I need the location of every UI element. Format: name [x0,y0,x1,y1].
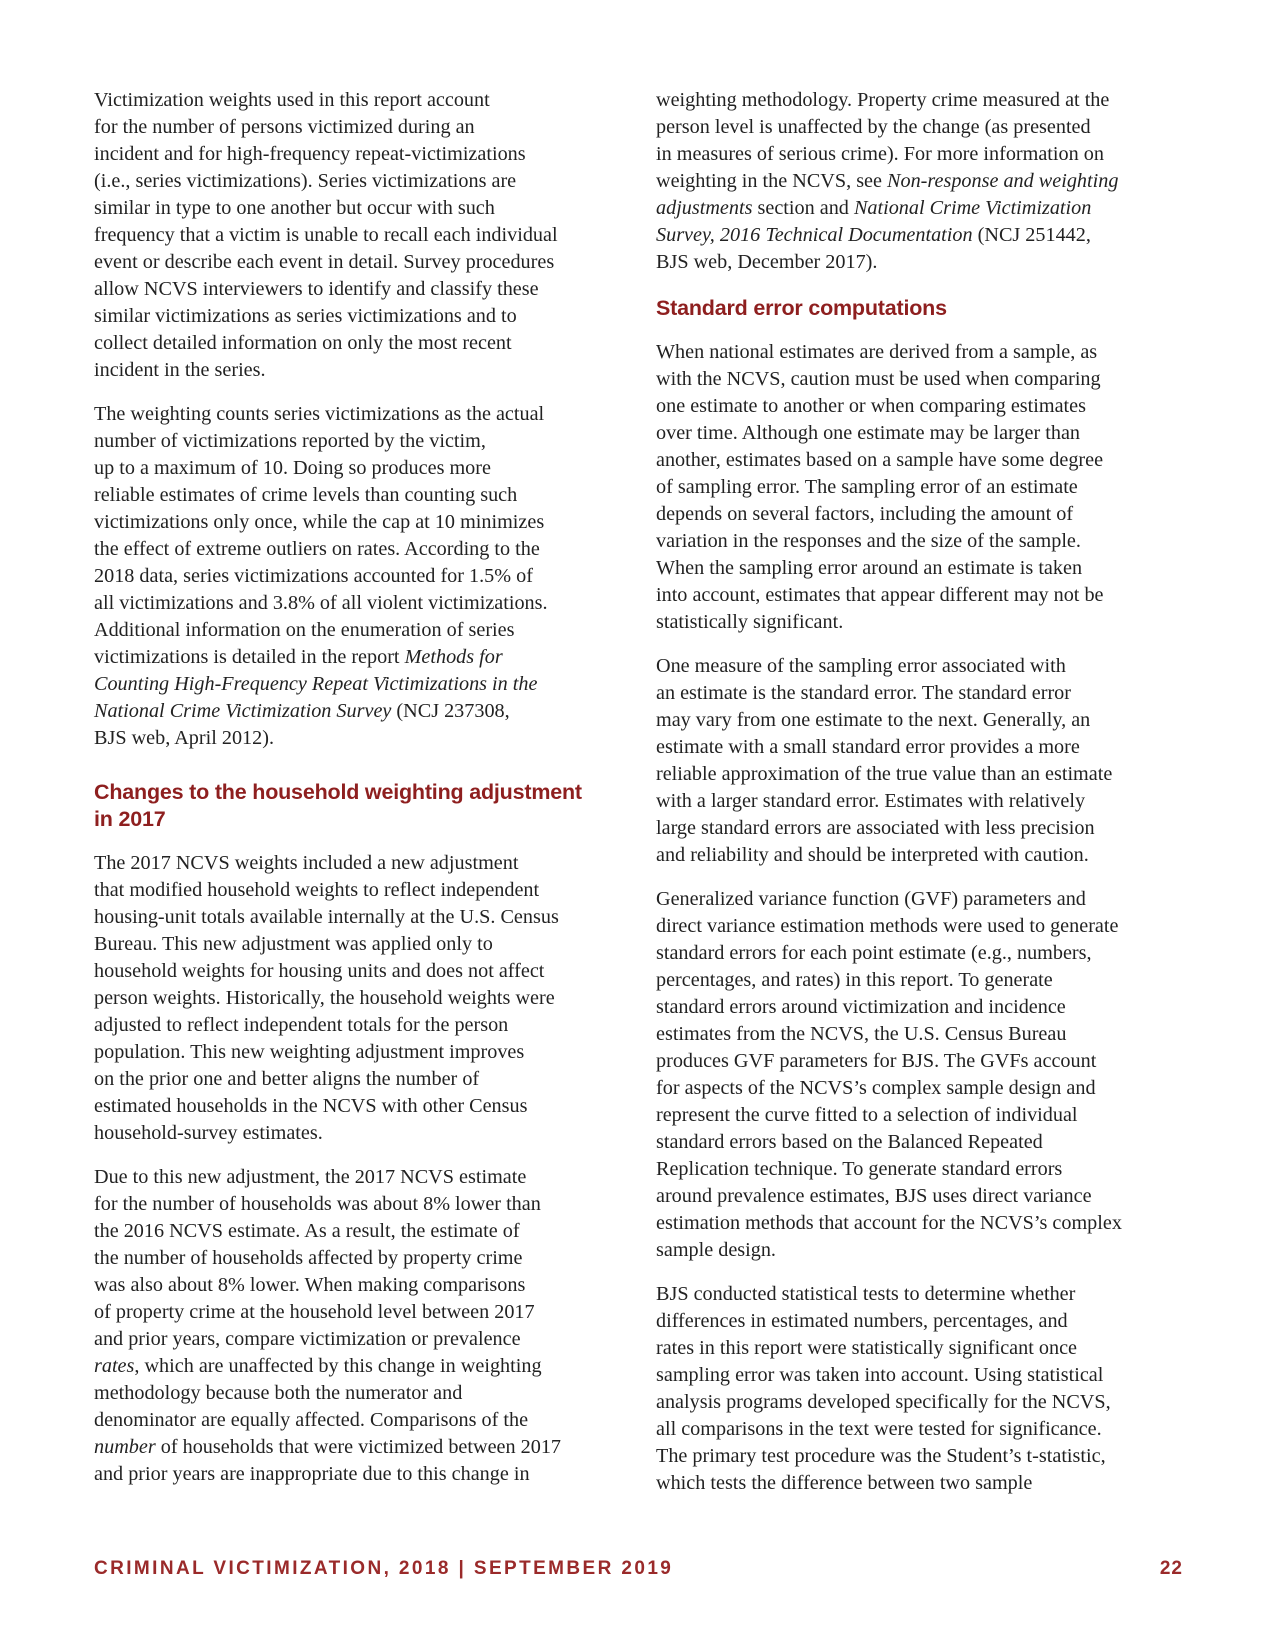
text-line: an estimate is the standard error. The standard error [656,682,1071,704]
text-line [656,168,1186,195]
text-line: into account, estimates that appear different may not be [656,584,1104,606]
text-run: (NCJ 251442, [972,224,1091,246]
text-line: for aspects of the NCVS’s complex sample design and [656,1077,1096,1099]
text-line: another, estimates based on a sample have some degree [656,449,1104,471]
text-run: victimizations is detailed in the report [94,646,405,668]
text-line: the number of households affected by property crime [94,1247,523,1269]
text-line: and prior years, compare victimization or prevalence [94,1328,521,1350]
text-line: The 2017 NCVS weights included a new adjustment [94,852,519,874]
text-line: statistically significant. [656,611,844,633]
text-line: on the prior one and better aligns the number of [94,1068,480,1090]
text-line: large standard errors are associated with less precision [656,817,1095,839]
text-line: standard errors based on the Balanced Repeated [656,1131,1043,1153]
emphasis-italic: rates [94,1355,135,1377]
text-run: section and [752,197,854,219]
paragraph-weighting-continuation [656,87,1186,276]
text-line: Replication technique. To generate standard errors [656,1158,1063,1180]
heading-line: in 2017 [94,807,166,831]
text-line: collect detailed information on only the most recent [94,332,512,354]
text-line: produces GVF parameters for BJS. The GVFs account [656,1050,1097,1072]
text-line: population. This new weighting adjustment improves [94,1041,525,1063]
text-line: Bureau. This new adjustment was applied only to [94,933,493,955]
text-line: of sampling error. The sampling error of an estimate [656,476,1078,498]
paragraph-standard-error-measure [656,653,1186,869]
text-line: frequency that a victim is unable to recall each individual [94,224,558,246]
text-line: Generalized variance function (GVF) parameters and [656,888,1086,910]
text-line [94,644,624,671]
section-heading-household-weighting [94,779,624,833]
text-line: and reliability and should be interpreted with caution. [656,844,1089,866]
text-line: all comparisons in the text were tested for significance. [656,1418,1102,1440]
text-line: differences in estimated numbers, percentages, and [656,1310,1068,1332]
text-line: which tests the difference between two sample [656,1472,1033,1494]
paragraph-gvf-parameters [656,886,1186,1264]
text-line: the effect of extreme outliers on rates. According to the [94,538,540,560]
text-line: and prior years are inappropriate due to this change in [94,1463,530,1485]
text-line: sample design. [656,1239,776,1261]
text-line: methodology because both the numerator and [94,1382,463,1404]
text-line: event or describe each event in detail. Survey procedures [94,251,555,273]
text-line [94,671,624,698]
text-line: (i.e., series victimizations). Series victimizations are [94,170,517,192]
text-line: adjusted to reflect independent totals for the person [94,1014,509,1036]
text-line: The weighting counts series victimizations as the actual [94,403,545,425]
text-line: BJS web, April 2012). [94,727,275,749]
text-run: of households that were victimized between 2017 [155,1436,562,1458]
report-title-italic: Methods for [404,646,503,668]
text-line: represent the curve fitted to a selection of individual [656,1104,1078,1126]
paragraph-national-estimates [656,339,1186,636]
text-line [94,698,624,725]
paragraph-adjustment-effect [94,1164,624,1488]
text-line: weighting methodology. Property crime measured at the [656,89,1110,111]
text-line: Additional information on the enumeration of series [94,619,515,641]
text-line: When the sampling error around an estimate is taken [656,557,1083,579]
text-line: of property crime at the household level between 2017 [94,1301,535,1323]
heading-line: Changes to the household weighting adjustment [94,780,582,804]
text-line [656,222,1186,249]
left-column [94,87,624,1488]
text-line [94,1353,624,1380]
text-line: up to a maximum of 10. Doing so produces more [94,457,491,479]
text-line: victimizations only once, while the cap at 10 minimizes [94,511,545,533]
report-title-italic: National Crime Victimization Survey [94,700,392,722]
text-line: household-survey estimates. [94,1122,323,1144]
text-line: for the number of households was about 8% lower than [94,1193,541,1215]
text-line: that modified household weights to reflect independent [94,879,540,901]
text-line: standard errors for each point estimate (e.g., numbers, [656,942,1092,964]
report-title-italic: Survey, 2016 Technical Documentation [656,224,973,246]
text-line: One measure of the sampling error associated with [656,655,1066,677]
report-title-italic: National Crime Victimization [853,197,1092,219]
text-line: rates in this report were statistically significant once [656,1337,1078,1359]
text-line: reliable approximation of the true value than an estimate [656,763,1113,785]
text-line: housing-unit totals available internally at the U.S. Census [94,906,559,928]
text-line: with a larger standard error. Estimates with relatively [656,790,1086,812]
section-heading-standard-error: Standard error computations [656,296,947,320]
text-line [656,195,1186,222]
text-line: person weights. Historically, the household weights were [94,987,555,1009]
text-line: depends on several factors, including the amount of [656,503,1074,525]
text-line: denominator are equally affected. Comparisons of the [94,1409,529,1431]
text-line: reliable estimates of crime levels than counting such [94,484,518,506]
text-line: Due to this new adjustment, the 2017 NCVS estimate [94,1166,527,1188]
text-line: incident in the series. [94,359,266,381]
text-line: similar in type to one another but occur with such [94,197,495,219]
report-title-italic: Counting High-Frequency Repeat Victimizations in the [94,673,538,695]
page-number: 22 [1159,1558,1183,1579]
right-column [656,87,1186,1497]
text-line: percentages, and rates) in this report. To generate [656,969,1053,991]
text-line: around prevalence estimates, BJS uses direct variance [656,1185,1092,1207]
text-line: over time. Although one estimate may be larger than [656,422,1081,444]
footer-title: CRIMINAL VICTIMIZATION, 2018 | SEPTEMBER 2019 [94,1558,674,1579]
paragraph-victimization-weights [94,87,624,384]
text-line: similar victimizations as series victimizations and to [94,305,517,327]
text-line: the 2016 NCVS estimate. As a result, the estimate of [94,1220,520,1242]
text-line: in measures of serious crime). For more information on [656,143,1104,165]
text-run: weighting in the NCVS, see [656,170,888,192]
paragraph-2017-weights [94,850,624,1147]
section-title-italic: adjustments [656,197,753,219]
text-line: sampling error was taken into account. Using statistical [656,1364,1104,1386]
text-line: estimates from the NCVS, the U.S. Census Bureau [656,1023,1067,1045]
paragraph-series-weighting [94,401,624,752]
text-line: estimate with a small standard error provides a more [656,736,1080,758]
emphasis-italic: number [94,1436,156,1458]
text-line: The primary test procedure was the Student’s t-statistic, [656,1445,1106,1467]
text-line [94,1434,624,1461]
paragraph-statistical-tests [656,1281,1186,1497]
text-line: all victimizations and 3.8% of all violent victimizations. [94,592,548,614]
text-line: standard errors around victimization and incidence [656,996,1066,1018]
text-line: incident and for high-frequency repeat-victimizations [94,143,526,165]
text-line: may vary from one estimate to the next. Generally, an [656,709,1091,731]
text-line: analysis programs developed specifically for the NCVS, [656,1391,1111,1413]
text-run: , which are unaffected by this change in weighting [134,1355,542,1377]
text-line: BJS conducted statistical tests to determine whether [656,1283,1076,1305]
text-line: household weights for housing units and does not affect [94,960,545,982]
text-line: Victimization weights used in this report account [94,89,490,111]
text-line: BJS web, December 2017). [656,251,878,273]
text-line: estimation methods that account for the NCVS’s complex [656,1212,1122,1234]
text-line: with the NCVS, caution must be used when comparing [656,368,1101,390]
text-line: number of victimizations reported by the victim, [94,430,486,452]
text-line: When national estimates are derived from a sample, as [656,341,1098,363]
text-line: estimated households in the NCVS with other Census [94,1095,528,1117]
text-line: one estimate to another or when comparing estimates [656,395,1086,417]
text-line: person level is unaffected by the change (as presented [656,116,1091,138]
text-line: was also about 8% lower. When making comparisons [94,1274,526,1296]
text-run: (NCJ 237308, [391,700,510,722]
text-line: variation in the responses and the size of the sample. [656,530,1081,552]
page-footer [94,1558,1183,1580]
section-title-italic: Non-response and weighting [887,170,1119,192]
text-line: allow NCVS interviewers to identify and classify these [94,278,539,300]
text-line: direct variance estimation methods were used to generate [656,915,1119,937]
text-line: 2018 data, series victimizations accounted for 1.5% of [94,565,533,587]
text-line: for the number of persons victimized during an [94,116,475,138]
